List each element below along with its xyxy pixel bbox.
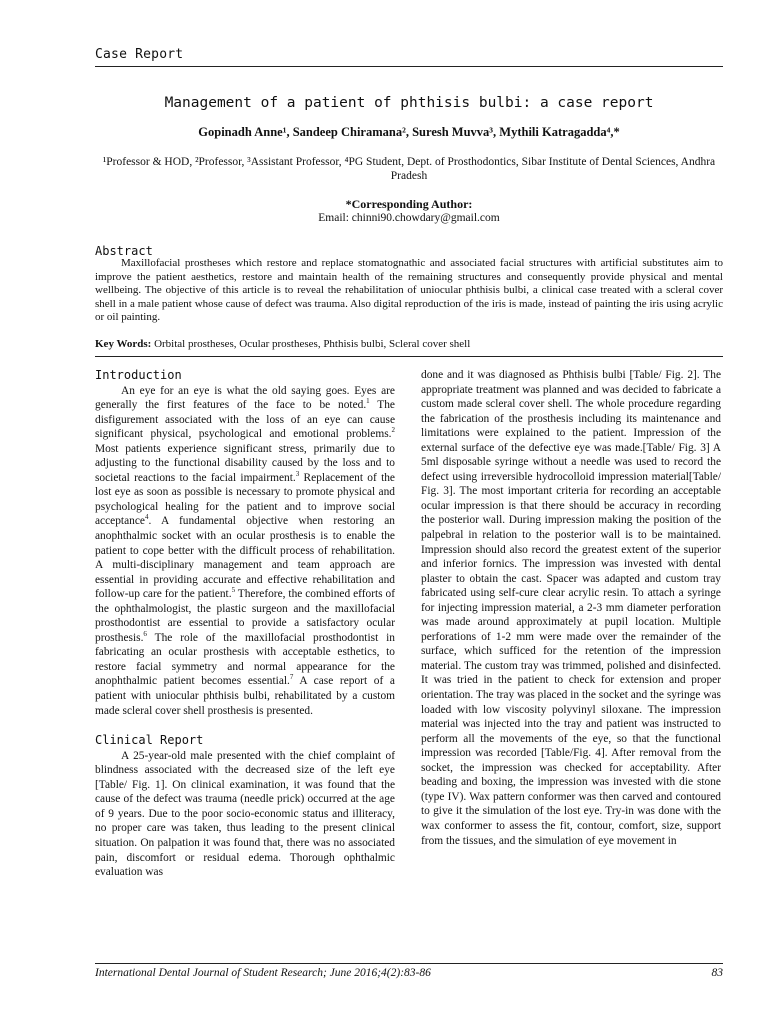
citation: 2 [391,426,395,435]
intro-text: An eye for an eye is what the old saying goes. Eyes are generally the first features of the face to be noted. [95,384,395,412]
intro-text: A case report of a patient with uniocular phthisis bulbi, rehabilitated by a custom made scleral cover shell prosthesis is presented. [95,675,395,717]
affiliation: ¹Professor & HOD, ²Professor, ³Assistant Professor, ⁴PG Student, Dept. of Prosthodontics, Sibar Institute of Dental Sciences, Andhra Pradesh [102,156,716,182]
corresponding-author-email: Email: chinni90.chowdary@gmail.com [318,212,500,224]
clinical-report-paragraph: A 25-year-old male presented with the chief complaint of blindness associated with the decreased size of the left eye [Table/ Fig. 1]. On clinical examination, it was found that the cause of the defect was trauma (needle prick) occurred at the age of 9 years. Due to the poor socio-economic status and illiteracy, no proper care was taken, thus leading to the present clinical situation. On palpation it was found that, there was no associated pain, discomfort or residual edema. Thorough ophthalmic evaluation was [95,749,395,879]
introduction-paragraph [95,384,395,719]
abstract-heading: Abstract [95,244,153,258]
citation: 5 [231,586,236,595]
keywords-text: Orbital prostheses, Ocular prostheses, Phthisis bulbi, Scleral cover shell [151,338,471,350]
intro-text: Therefore, the combined efforts of the ophthalmologist, the plastic surgeon and the maxillofacial prosthodontist are essential to provide a satisfactory ocular prosthesis. [95,588,395,644]
section-gap [95,718,395,733]
clinical-report-heading: Clinical Report [95,733,204,748]
intro-text: The role of the maxillofacial prosthodontist in fabricating an ocular prosthesis with acceptable esthetics, to restore facial symmetry and normal appearance for the anophthalmic patient becomes essential. [95,631,395,688]
abstract-body: Maxillofacial prostheses which restore and replace stomatognathic and associated facial structures with artificial substitutes aim to improve the patient aesthetics, restore and maintain health of the remaining structures and consequently provide physical and mental wellbeing. The objective of this article is to reveal the rehabilitation of uniocular phthisis bulbi, a clinical case treated with a scleral cover shell in a male patient whose cause of defect was trauma. Also digital reproduction of the iris is made, instead of painting the iris using acrylic or oil painting. [95,257,723,323]
keywords-label: Key Words: [95,338,152,350]
clinical-report-continuation: done and it was diagnosed as Phthisis bulbi [Table/ Fig. 2]. The appropriate treatment was planned and was decided to fabricate a custom made scleral cover shell. The whole procedure regarding the fabrication of the prosthesis including its maintenance and limitations were explained to the patient. Impression of the external surface of the defective eye was made.[Table/ Fig. 3] A 5ml disposable syringe without a needle was used to record the defect using irreversible hydrocolloid impression material[Table/ Fig. 3]. The most important criteria for recording an acceptable ocular impression is that there should be accuracy in recording the posterior wall. During impression making the position of the palpebral in relation to the posterior wall is to be maintained. Impression should also record the greatest extent of the superior and inferior fornics. The impression was invested with dental plaster to obtain the cast. Spacer was adapted and custom tray fabricated using self-cure clear acrylic resin. To attach a syringe for injecting impression material, a 2-3 mm diameter perforation was made around approximately at pupil location. Multiple perforations of 1-2 mm were made over the remainder of the surface, which sufficed for the retention of the impression material. The custom tray was trimmed, polished and disinfected. It was tried in the patient to check for extension and proper orientation. The tray was placed in the socket and the syringe was loaded with low viscosity polyvinyl siloxane. The impression material was injected into the tray and patient was instructed to perform all the movements of the eye, so that the functional impression was recorded [Table/Fig. 4]. After removal from the socket, the impression was checked for acceptability. After beading and boxing, the impression was invested with die stone (type IV). Wax pattern conformer was then carved and contoured to give it the simulation of the lost eye. Try-in was done with the wax conformer to assess the fit, contour, comfort, size, support from the tissues, and the simulation of eye movement in [421,369,721,847]
citation: 3 [295,470,300,479]
intro-text: . A fundamental objective when restoring an anophthalmic socket with an ocular prosthesis is to enable the patient to cope better with the difficult process of rehabilitation. A multi-disciplinary management and team approach are essential in providing accurate and effective rehabilitation and follow-up care for the patient. [95,515,395,601]
header-rule [95,66,723,67]
citation: 4 [144,513,149,522]
page-number: 83 [711,967,723,979]
section-tag: Case Report [95,47,184,62]
introduction-heading: Introduction [95,368,182,382]
right-column [421,368,721,848]
left-column [95,368,395,880]
article-title: Management of a patient of phthisis bulbi: a case report [164,95,654,111]
intro-text: The disfigurement associated with the loss of an eye can cause significant physical, psychological and emotional problems. [95,399,395,441]
corresponding-author-heading: *Corresponding Author: [345,197,473,211]
footer-rule [95,963,723,964]
citation: 7 [289,673,294,682]
abstract-rule [95,356,723,357]
author-list: Gopinadh Anne¹, Sandeep Chiramana², Suresh Muvva³, Mythili Katragadda⁴,* [198,125,620,139]
journal-citation: International Dental Journal of Student Research; June 2016;4(2):83-86 [95,967,431,979]
intro-text: Most patients experience significant stress, primarily due to adjusting to the functional disability caused by the loss and to societal reactions to the facial impairment. [95,442,395,484]
citation: 6 [143,630,147,639]
intro-text: Replacement of the lost eye as soon as possible is necessary to promote physical and psychological healing for the patient and to improve social acceptance [95,471,395,528]
keywords [95,338,723,350]
citation: 1 [366,397,370,406]
